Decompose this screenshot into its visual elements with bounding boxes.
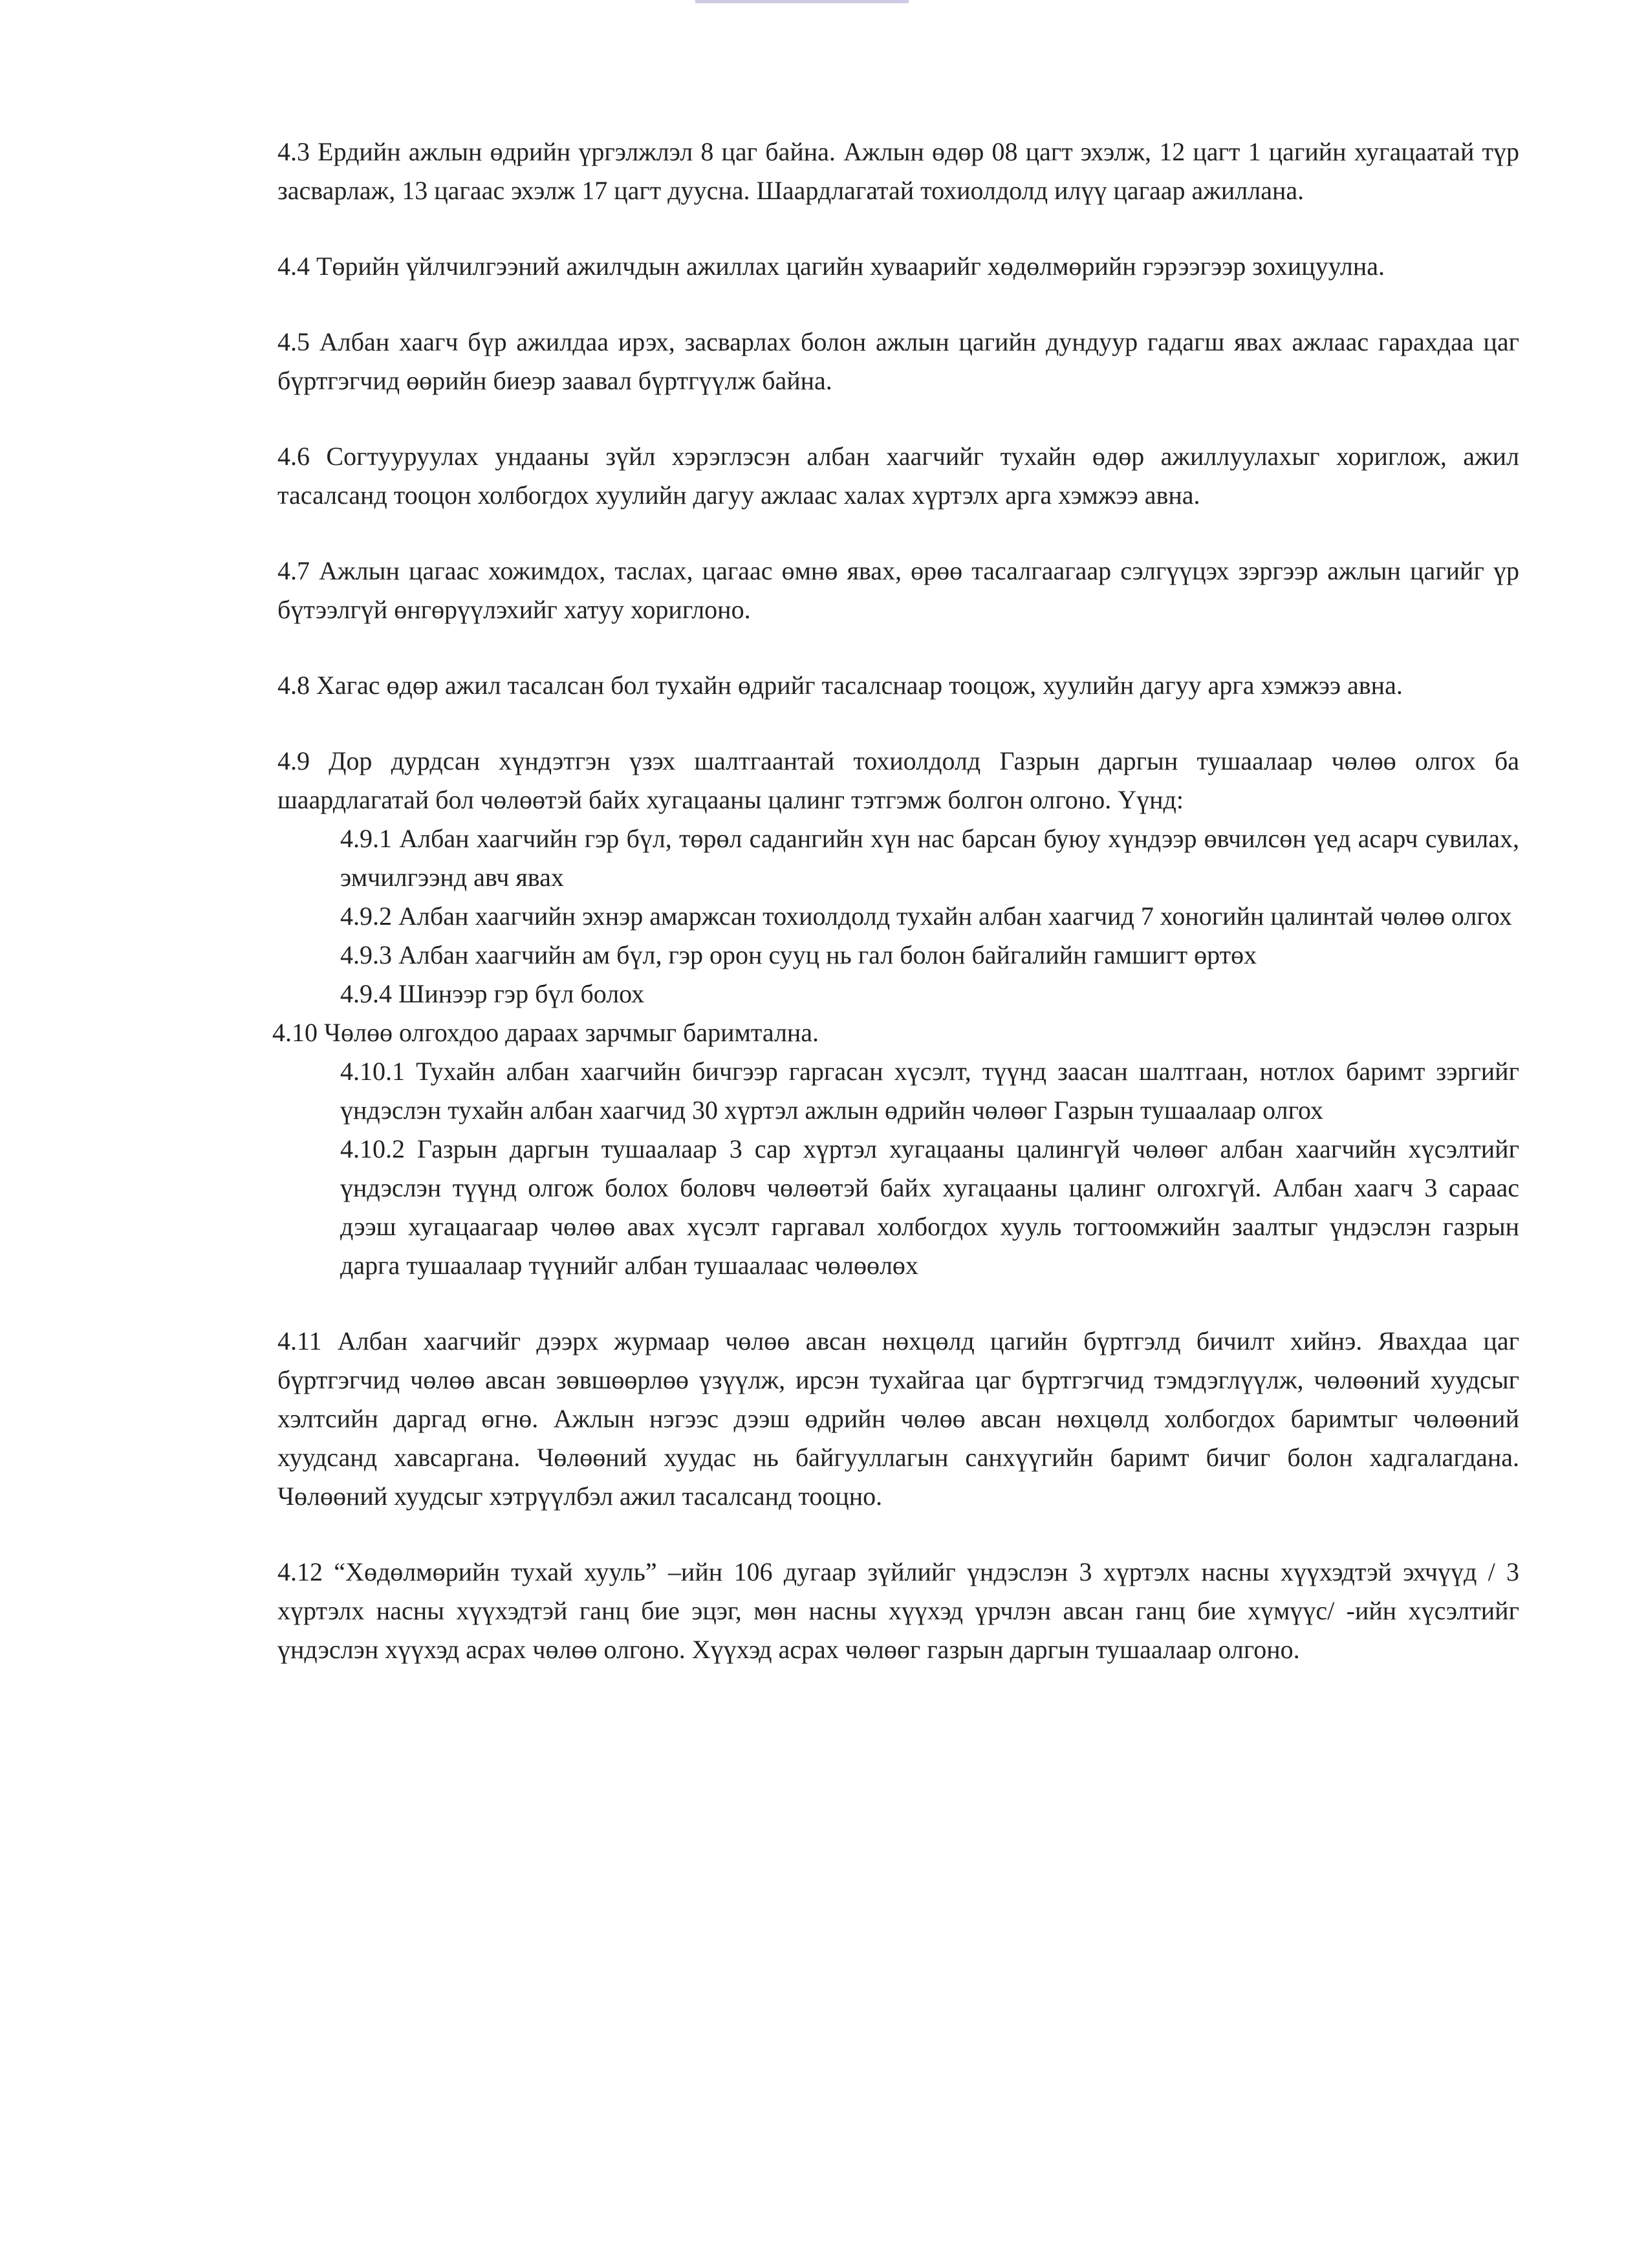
section-4-9-3: 4.9.3 Албан хаагчийн ам бүл, гэр орон сууц нь гал болон байгалийн гамшигт өртөх <box>340 940 1257 969</box>
section-4-12: 4.12 “Хөдөлмөрийн тухай хууль” –ийн 106 дугаар зүйлийг үндэслэн 3 хүртэлх насны хүүхэдтэй эхчүүд / 3 хүртэлх насны хүүхэдтэй ганц бие эцэг, мөн насны хүүхэд үрчлэн авсан ганц бие хүмүүс/ -ийн хүсэлтийг үндэслэн хүүхэд асрах чөлөө олгоно. Хүүхэд асрах чөлөөг газрын даргын тушаалаар олгоно. <box>277 1557 1519 1664</box>
section-4-6: 4.6 Согтууруулах ундааны зүйл хэрэглэсэн албан хаагчийг тухайн өдөр ажиллуулахыг хориглож, ажил тасалсанд тооцон холбогдох хуулийн дагуу ажлаас халах хүртэлх арга хэмжээ авна. <box>277 442 1519 510</box>
section-4-9-2: 4.9.2 Албан хаагчийн эхнэр амаржсан тохиолдолд тухайн албан хаагчид 7 хоногийн цалинтай чөлөө олгох <box>340 902 1512 931</box>
section-4-5: 4.5 Албан хаагч бүр ажилдаа ирэх, засварлах болон ажлын цагийн дундуур гадагш явах ажлаас гарахдаа цаг бүртгэгчид өөрийн биеэр заавал бүртгүүлж байна. <box>277 327 1519 395</box>
section-4-10: 4.10 Чөлөө олгохдоо дараах зарчмыг баримтална. <box>272 1018 819 1047</box>
section-4-10-2: 4.10.2 Газрын даргын тушаалаар 3 сар хүртэл хугацааны цалингүй чөлөөг албан хаагчийн хүсэлтийг үндэслэн түүнд олгож болох боловч чөлөөтэй байх хугацааны цалинг олгохгүй. Албан хаагч 3 сараас дээш хугацаагаар чөлөө авах хүсэлт гаргавал холбогдох хууль тогтоомжийн заалтыг үндэслэн газрын дарга тушаалаар түүнийг албан тушаалаас чөлөөлөх <box>340 1134 1519 1280</box>
section-4-11: 4.11 Албан хаагчийг дээрх журмаар чөлөө авсан нөхцөлд цагийн бүртгэлд бичилт хийнэ. Явахдаа цаг бүртгэгчид чөлөө авсан зөвшөөрлөө үзүүлж, ирсэн тухайгаа цаг бүртгэгчид тэмдэглүүлж, чөлөөний хуудсыг хэлтсийн даргад өгнө. Ажлын нэгээс дээш өдрийн чөлөө авсан нөхцөлд холбогдох баримтыг чөлөөний хуудсанд хавсаргана. Чөлөөний хуудас нь байгууллагын санхүүгийн баримт бичиг болон хадгалагдана. Чөлөөний хуудсыг хэтрүүлбэл ажил тасалсанд тооцно. <box>277 1326 1519 1511</box>
section-4-9: 4.9 Дор дурдсан хүндэтгэн үзэх шалтгаантай тохиолдолд Газрын даргын тушаалаар чөлөө олгох ба шаардлагатай бол чөлөөтэй байх хугацааны цалинг тэтгэмж болгон олгоно. Үүнд: <box>277 746 1519 814</box>
section-4-9-4: 4.9.4 Шинээр гэр бүл болох <box>340 979 645 1008</box>
section-4-8: 4.8 Хагас өдөр ажил тасалсан бол тухайн өдрийг тасалснаар тооцож, хуулийн дагуу арга хэмжээ авна. <box>277 671 1403 700</box>
section-4-4: 4.4 Төрийн үйлчилгээний ажилчдын ажиллах цагийн хуваарийг хөдөлмөрийн гэрээгээр зохицуулна. <box>277 252 1385 281</box>
section-4-9-1: 4.9.1 Албан хаагчийн гэр бүл, төрөл садангийн хүн нас барсан буюу хүндээр өвчилсөн үед асарч сувилах, эмчилгээнд авч явах <box>340 824 1519 892</box>
document-page <box>272 133 1519 1706</box>
section-4-3: 4.3 Ердийн ажлын өдрийн үргэлжлэл 8 цаг байна. Ажлын өдөр 08 цагт эхэлж, 12 цагт 1 цагийн хугацаатай түр засварлаж, 13 цагаас эхэлж 17 цагт дууснa. Шаардлагатай тохиолдолд илүү цагаар ажиллана. <box>277 137 1519 205</box>
scan-artifact-mark <box>695 0 909 3</box>
section-4-10-1: 4.10.1 Тухайн албан хаагчийн бичгээр гаргасан хүсэлт, түүнд заасан шалтгаан, нотлох баримт зэргийг үндэслэн тухайн албан хаагчид 30 хүртэл ажлын өдрийн чөлөөг Газрын тушаалаар олгох <box>340 1057 1519 1125</box>
section-4-7: 4.7 Ажлын цагаас хожимдох, таслах, цагаас өмнө явах, өрөө тасалгаагаар сэлгүүцэх зэргээр ажлын цагийг үр бүтээлгүй өнгөрүүлэхийг хатуу хориглоно. <box>277 556 1519 624</box>
